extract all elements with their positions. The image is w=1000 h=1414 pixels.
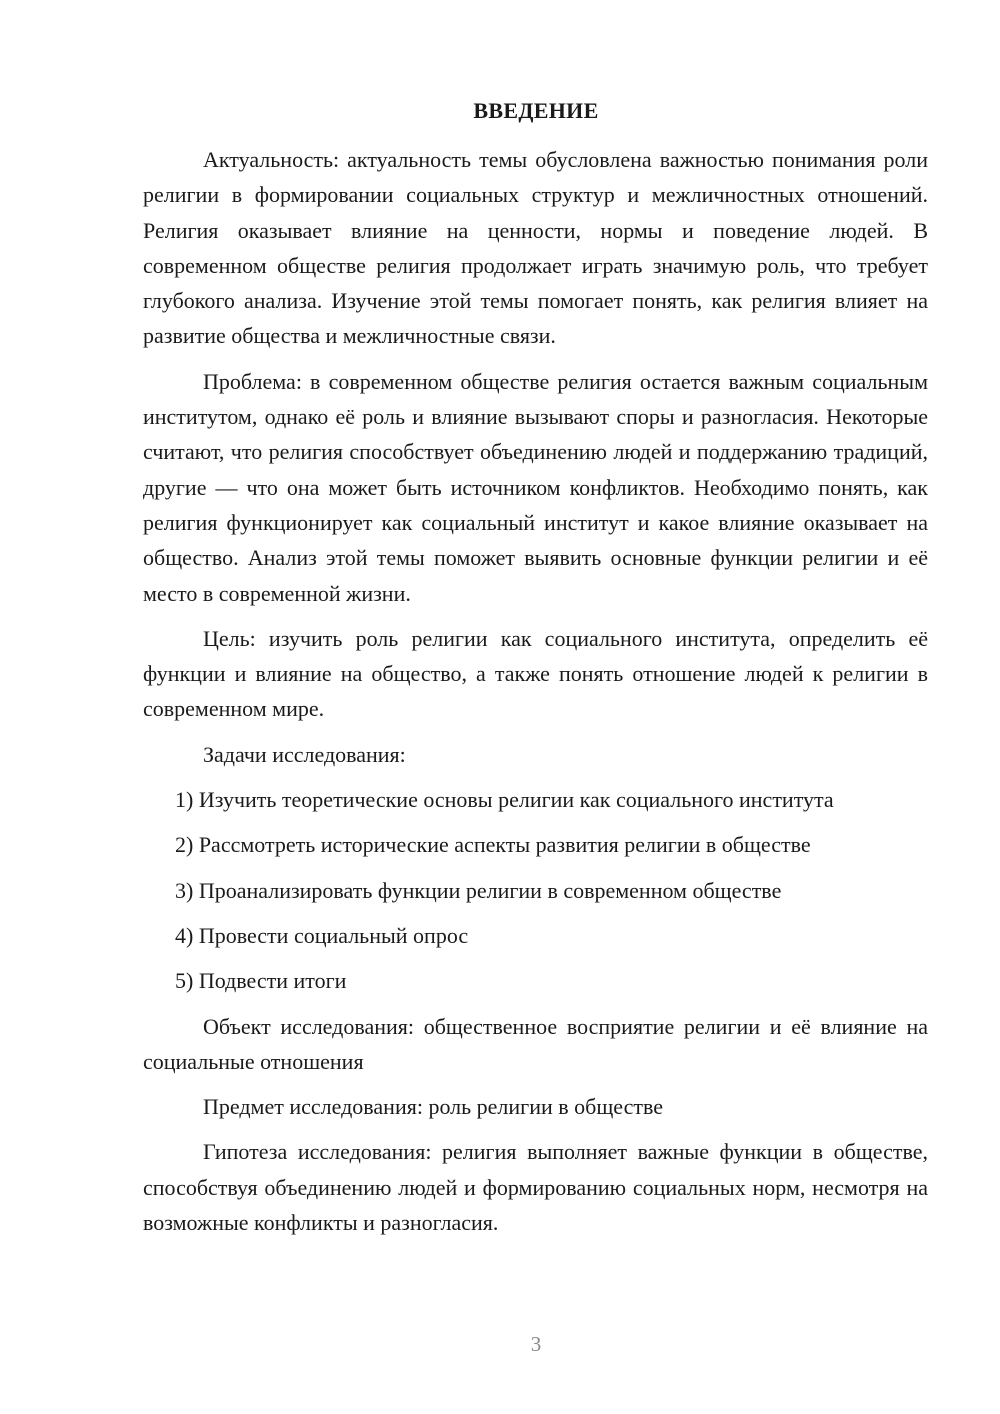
relevance-paragraph: Актуальность: актуальность темы обусловлена важностью понимания роли религии в формировании социальных структур и межличностных отношений. Религия оказывает влияние на ценности, нормы и поведение людей. В современном обществе религия продолжает играть значимую роль, что требует глубокого анализа. Изучение этой темы помогает понять, как религия влияет на развитие общества и межличностные связи. (143, 147, 928, 349)
list-item: 1) Изучить теоретические основы религии как социального института (175, 787, 834, 813)
list-item: 5) Подвести итоги (175, 968, 347, 994)
problem-paragraph: Проблема: в современном обществе религия остается важным социальным институтом, однако её роль и влияние вызывают споры и разногласия. Некоторые считают, что религия способствует объединению людей и поддержанию традиций, другие — что она может быть источником конфликтов. Необходимо понять, как религия функционирует как социальный институт и какое влияние оказывает на общество. Анализ этой темы поможет выявить основные функции религии и её место в современной жизни. (143, 368, 928, 606)
object-paragraph: Объект исследования: общественное восприятие религии и её влияние на социальные отношения (143, 1013, 928, 1074)
list-item: 3) Проанализировать функции религии в современном обществе (175, 877, 782, 903)
list-item: 4) Провести социальный опрос (175, 922, 469, 948)
list-item: 2) Рассмотреть исторические аспекты развития религии в обществе (175, 832, 811, 858)
tasks-title: Задачи исследования: (203, 741, 406, 767)
page-number: 3 (530, 1332, 542, 1356)
hypothesis-paragraph: Гипотеза исследования: религия выполняет важные функции в обществе, способствуя объединению людей и формированию социальных норм, несмотря на возможные конфликты и разногласия. (143, 1139, 928, 1236)
document-body (143, 142, 928, 1240)
section-heading: ВВЕДЕНИЕ (473, 98, 599, 123)
subject-paragraph: Предмет исследования: роль религии в обществе (203, 1094, 663, 1120)
tasks-list (143, 782, 928, 998)
goal-paragraph: Цель: изучить роль религии как социального института, определить её функции и влияние на общество, а также понять отношение людей к религии в современном мире. (143, 625, 928, 722)
